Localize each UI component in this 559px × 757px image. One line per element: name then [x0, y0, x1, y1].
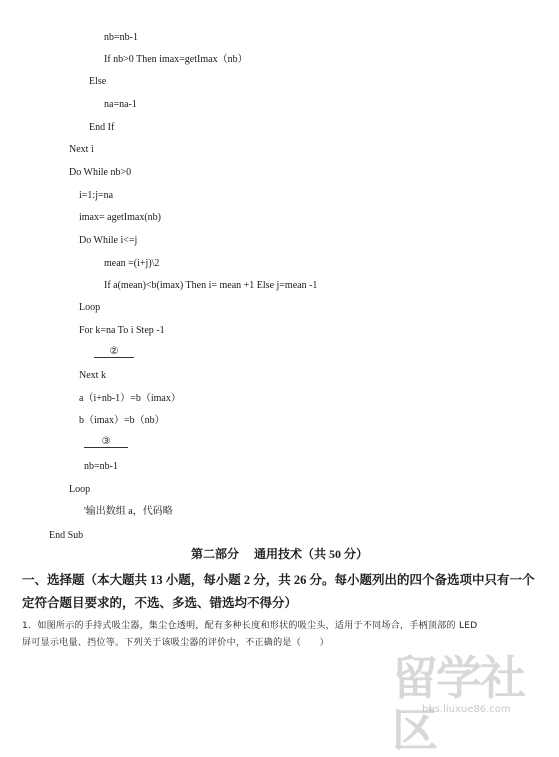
watermark — [392, 651, 552, 757]
code-line: Loop — [69, 484, 91, 495]
code-line: Loop — [79, 302, 101, 313]
code-line: For k=na To i Step -1 — [79, 325, 165, 336]
code-line: i=1:j=na — [79, 190, 114, 201]
code-line: nb=nb-1 — [104, 32, 138, 43]
code-line: mean =(i+j)\2 — [104, 258, 160, 269]
question-1-line-2: 屏可显示电量、挡位等。下列关于该吸尘器的评价中，不正确的是（ ） — [22, 638, 329, 648]
code-line: Do While i<=j — [79, 235, 138, 246]
code-line: a（i+nb-1）=b（imax） — [79, 393, 181, 404]
watermark-logo: 留学社区 — [392, 651, 524, 757]
code-line: Do While nb>0 — [69, 167, 132, 178]
part-two-heading: 第二部分 通用技术（共 50 分） — [190, 547, 368, 561]
code-line: nb=nb-1 — [84, 461, 118, 472]
code-line: Next i — [69, 144, 94, 155]
code-line: imax= agetImax(nb) — [79, 212, 161, 223]
code-line: '输出数组 a，代码略 — [84, 506, 173, 517]
code-line: End If — [89, 122, 115, 133]
section-instructions-line-2: 定符合题目要求的，不选、多选、错选均不得分） — [22, 596, 298, 610]
answer-blank-2 — [94, 346, 134, 358]
answer-blank-3 — [84, 436, 128, 448]
code-line: Else — [89, 76, 107, 87]
code-line: na=na-1 — [104, 99, 137, 110]
question-1-line-1: 1．如图所示的手持式吸尘器，集尘仓透明，配有多种长度和形状的吸尘头，适用于不同场合，手柄顶部的 LED — [22, 621, 478, 631]
code-line: If a(mean)<b(imax) Then i= mean +1 Else j=mean -1 — [104, 280, 318, 291]
section-instructions-line-1: 一、选择题（本大题共 13 小题，每小题 2 分，共 26 分。每小题列出的四个备选项中只有一个 — [22, 573, 535, 587]
code-line: End Sub — [49, 530, 84, 541]
answer-blank-3-label: ③ — [101, 436, 111, 447]
watermark-url: bbs.liuxue86.com — [422, 704, 511, 715]
code-line: b（imax）=b（nb） — [79, 415, 165, 426]
code-line: Next k — [79, 370, 106, 381]
code-line: If nb>0 Then imax=getImax（nb） — [104, 54, 248, 65]
answer-blank-2-label: ② — [109, 346, 119, 357]
